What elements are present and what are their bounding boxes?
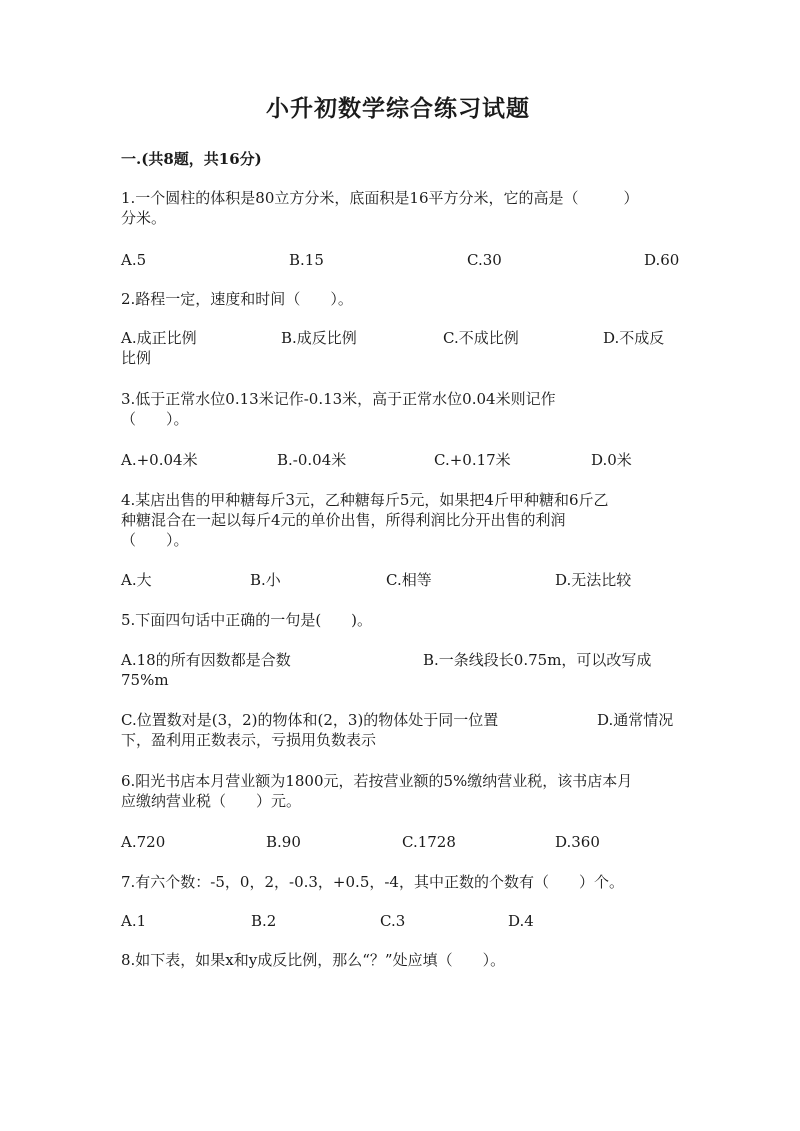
question-3-stem-line-2: （ ）。 (121, 410, 189, 428)
question-1-option-d: D.60 (644, 251, 680, 269)
question-4-option-d: D.无法比较 (555, 571, 632, 589)
question-2-stem-line-1: 2.路程一定，速度和时间（ ）。 (121, 290, 353, 308)
question-5-option-b-continued: 75%m (121, 671, 169, 689)
question-7-option-d: D.4 (508, 912, 534, 930)
question-7-option-a: A.1 (121, 912, 147, 930)
question-2-option-c: C.不成比例 (443, 329, 519, 347)
question-3-stem-line-1: 3.低于正常水位0.13米记作-0.13米，高于正常水位0.04米则记作 (121, 390, 556, 408)
question-3-option-c: C.+0.17米 (434, 451, 511, 469)
question-4-option-c: C.相等 (386, 571, 432, 589)
question-8-stem-line-1: 8.如下表，如果x和y成反比例，那么“？”处应填（ ）。 (121, 951, 506, 969)
question-1-option-c: C.30 (467, 251, 502, 269)
question-4-stem-line-1: 4.某店出售的甲种糖每斤3元，乙种糖每斤5元，如果把4斤甲种糖和6斤乙 (121, 491, 609, 509)
section-heading: 一.(共8题，共16分) (121, 150, 262, 168)
question-2-option-d-continued: 比例 (121, 349, 152, 367)
question-5-stem-line-1: 5.下面四句话中正确的一句是( )。 (121, 611, 373, 629)
question-6-stem-line-1: 6.阳光书店本月营业额为1800元，若按营业额的5%缴纳营业税，该书店本月 (121, 772, 633, 790)
question-2-option-b: B.成反比例 (281, 329, 357, 347)
question-6-option-c: C.1728 (402, 833, 456, 851)
question-2-option-d: D.不成反 (603, 329, 665, 347)
question-4-stem-line-2: 种糖混合在一起以每斤4元的单价出售，所得利润比分开出售的利润 (121, 511, 566, 529)
page-title: 小升初数学综合练习试题 (266, 95, 530, 122)
question-3-option-b: B.-0.04米 (277, 451, 347, 469)
question-2-option-a: A.成正比例 (121, 329, 197, 347)
question-5-option-d: D.通常情况 (597, 711, 674, 729)
question-6-stem-line-2: 应缴纳营业税（ ）元。 (121, 792, 302, 810)
question-6-option-d: D.360 (555, 833, 600, 851)
question-4-stem-line-3: （ ）。 (121, 531, 189, 549)
question-3-option-a: A.+0.04米 (121, 451, 198, 469)
question-5-option-c: C.位置数对是(3，2)的物体和(2，3)的物体处于同一位置 (121, 711, 499, 729)
question-4-option-a: A.大 (121, 571, 152, 589)
question-6-option-a: A.720 (121, 833, 166, 851)
question-3-option-d: D.0米 (591, 451, 632, 469)
question-1-stem-line-2: 分米。 (121, 209, 167, 227)
question-6-option-b: B.90 (266, 833, 301, 851)
question-5-option-b: B.一条线段长0.75m，可以改写成 (423, 651, 652, 669)
question-7-option-b: B.2 (251, 912, 277, 930)
question-5-option-d-continued: 下，盈利用正数表示，亏损用负数表示 (121, 731, 377, 749)
question-5-option-a: A.18的所有因数都是合数 (121, 651, 291, 669)
question-1-option-a: A.5 (121, 251, 147, 269)
question-1-stem-line-1: 1.一个圆柱的体积是80立方分米，底面积是16平方分米，它的高是（ ） (121, 189, 639, 207)
question-4-option-b: B.小 (250, 571, 281, 589)
question-7-stem-line-1: 7.有六个数：-5，0，2，-0.3，+0.5，-4，其中正数的个数有（ ）个。 (121, 873, 624, 891)
question-1-option-b: B.15 (289, 251, 324, 269)
question-7-option-c: C.3 (380, 912, 406, 930)
